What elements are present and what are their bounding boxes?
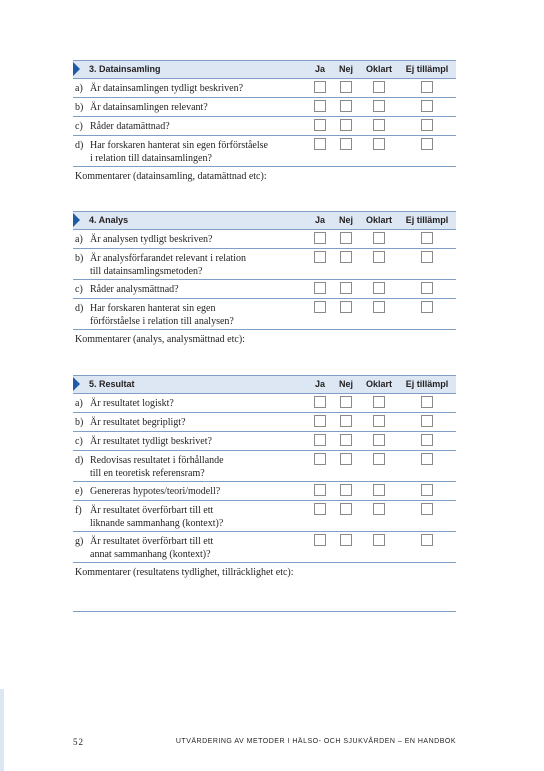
column-header-ja: Ja <box>314 379 325 389</box>
section-title: 3. Datainsamling <box>89 64 161 74</box>
question-row <box>73 299 456 330</box>
page-number: 52 <box>73 737 84 747</box>
question-row <box>73 432 456 451</box>
column-header-oklart: Oklart <box>365 215 392 225</box>
section-marker-icon <box>73 213 80 227</box>
checkbox-ej-tillampl[interactable] <box>421 81 433 93</box>
column-header-nej: Nej <box>338 64 353 74</box>
checkbox-ej-tillampl[interactable] <box>421 453 433 465</box>
checkbox-ej-tillampl[interactable] <box>421 415 433 427</box>
checkbox-nej[interactable] <box>340 138 352 150</box>
question-letter: d) <box>75 140 84 151</box>
checkbox-oklart[interactable] <box>373 251 385 263</box>
checkbox-ja[interactable] <box>314 453 326 465</box>
checkbox-oklart[interactable] <box>373 138 385 150</box>
question-line: Är resultatet överförbart till ett <box>90 505 214 516</box>
column-header-ej-tillampl: Ej tillämpl <box>405 379 449 389</box>
checkbox-nej[interactable] <box>340 434 352 446</box>
checkbox-nej[interactable] <box>340 251 352 263</box>
question-line: Redovisas resultatet i förhållande <box>90 455 224 466</box>
checkbox-ja[interactable] <box>314 534 326 546</box>
running-footer-title: UTVÄRDERING AV METODER I HÄLSO- OCH SJUKVÅRDEN – EN HANDBOK <box>175 738 456 745</box>
checkbox-nej[interactable] <box>340 81 352 93</box>
checkbox-ja[interactable] <box>314 100 326 112</box>
question-row <box>73 482 456 501</box>
checkbox-ja[interactable] <box>314 503 326 515</box>
checkbox-nej[interactable] <box>340 232 352 244</box>
checkbox-ej-tillampl[interactable] <box>421 484 433 496</box>
checkbox-oklart[interactable] <box>373 453 385 465</box>
column-header-ej-tillampl: Ej tillämpl <box>405 215 449 225</box>
checkbox-ej-tillampl[interactable] <box>421 119 433 131</box>
checkbox-ej-tillampl[interactable] <box>421 301 433 313</box>
checkbox-oklart[interactable] <box>373 282 385 294</box>
checkbox-nej[interactable] <box>340 100 352 112</box>
question-text <box>90 139 305 165</box>
question-row <box>73 98 456 117</box>
checkbox-ej-tillampl[interactable] <box>421 434 433 446</box>
checkbox-ej-tillampl[interactable] <box>421 534 433 546</box>
checkbox-oklart[interactable] <box>373 484 385 496</box>
checkbox-nej[interactable] <box>340 396 352 408</box>
question-line: Är datainsamlingen tydligt beskriven? <box>90 83 244 94</box>
checkbox-oklart[interactable] <box>373 81 385 93</box>
section-title: 4. Analys <box>89 215 129 225</box>
checkbox-ej-tillampl[interactable] <box>421 396 433 408</box>
question-letter: g) <box>75 536 84 547</box>
question-line: Är datainsamlingen relevant? <box>90 102 208 113</box>
question-row <box>73 249 456 280</box>
checkbox-ja[interactable] <box>314 138 326 150</box>
checkbox-ja[interactable] <box>314 484 326 496</box>
checkbox-oklart[interactable] <box>373 415 385 427</box>
question-row <box>73 117 456 136</box>
comment-area-bottom-line <box>73 611 456 612</box>
checkbox-ej-tillampl[interactable] <box>421 251 433 263</box>
question-letter: e) <box>75 486 83 497</box>
column-header-oklart: Oklart <box>365 379 392 389</box>
checkbox-oklart[interactable] <box>373 396 385 408</box>
checkbox-nej[interactable] <box>340 484 352 496</box>
checkbox-nej[interactable] <box>340 534 352 546</box>
question-text <box>90 120 305 133</box>
checkbox-oklart[interactable] <box>373 100 385 112</box>
question-text <box>90 233 305 246</box>
question-line: Är resultatet överförbart till ett <box>90 536 214 547</box>
question-row <box>73 136 456 167</box>
column-header-oklart: Oklart <box>365 64 392 74</box>
question-letter: b) <box>75 253 84 264</box>
column-header-nej: Nej <box>338 379 353 389</box>
question-row <box>73 451 456 482</box>
question-line: Är resultatet tydligt beskrivet? <box>90 436 212 447</box>
section-marker-icon <box>73 62 80 76</box>
question-line: Är resultatet begripligt? <box>90 417 186 428</box>
question-row <box>73 230 456 249</box>
checkbox-oklart[interactable] <box>373 119 385 131</box>
checkbox-nej[interactable] <box>340 415 352 427</box>
question-line: Är analysen tydligt beskriven? <box>90 234 213 245</box>
checkbox-nej[interactable] <box>340 301 352 313</box>
checkbox-oklart[interactable] <box>373 434 385 446</box>
column-header-ej-tillampl: Ej tillämpl <box>405 64 449 74</box>
question-text <box>90 416 305 429</box>
checkbox-ja[interactable] <box>314 396 326 408</box>
question-letter: a) <box>75 234 83 245</box>
question-line: Har forskaren hanterat sin egen förförståelse <box>90 140 268 151</box>
comment-label: Kommentarer (datainsamling, datamättnad etc): <box>75 171 267 182</box>
question-text <box>90 435 305 448</box>
question-row <box>73 532 456 563</box>
checkbox-oklart[interactable] <box>373 503 385 515</box>
checkbox-ja[interactable] <box>314 232 326 244</box>
section-header <box>73 375 456 394</box>
question-letter: b) <box>75 102 84 113</box>
question-letter: c) <box>75 284 83 295</box>
checkbox-ja[interactable] <box>314 434 326 446</box>
question-line: Är resultatet logiskt? <box>90 398 174 409</box>
question-letter: d) <box>75 455 84 466</box>
question-text <box>90 504 305 530</box>
question-line: i relation till datainsamlingen? <box>90 153 212 164</box>
checkbox-nej[interactable] <box>340 282 352 294</box>
question-row <box>73 280 456 299</box>
checkbox-ja[interactable] <box>314 81 326 93</box>
section-title: 5. Resultat <box>89 379 135 389</box>
question-text <box>90 283 305 296</box>
question-line: Råder analysmättnad? <box>90 284 179 295</box>
checkbox-oklart[interactable] <box>373 232 385 244</box>
question-line: Har forskaren hanterat sin egen <box>90 303 216 314</box>
question-line: Genereras hypotes/teori/modell? <box>90 486 221 497</box>
question-line: annat sammanhang (kontext)? <box>90 549 211 560</box>
checkbox-ej-tillampl[interactable] <box>421 138 433 150</box>
section-marker-icon <box>73 377 80 391</box>
question-line: liknande sammanhang (kontext)? <box>90 518 224 529</box>
question-row <box>73 501 456 532</box>
question-line: Råder datamättnad? <box>90 121 170 132</box>
question-row <box>73 394 456 413</box>
side-accent-bar <box>0 689 4 771</box>
question-text <box>90 454 305 480</box>
question-line: Är analysförfarandet relevant i relation <box>90 253 247 264</box>
question-row <box>73 413 456 432</box>
checkbox-ja[interactable] <box>314 251 326 263</box>
checkbox-ja[interactable] <box>314 301 326 313</box>
question-letter: f) <box>75 505 82 516</box>
checkbox-ja[interactable] <box>314 119 326 131</box>
question-text <box>90 101 305 114</box>
section-3 <box>73 60 456 201</box>
question-letter: c) <box>75 121 83 132</box>
checkbox-ej-tillampl[interactable] <box>421 282 433 294</box>
comment-label: Kommentarer (resultatens tydlighet, tillräcklighet etc): <box>75 567 294 578</box>
checkbox-ja[interactable] <box>314 415 326 427</box>
section-header <box>73 60 456 79</box>
question-text <box>90 397 305 410</box>
question-row <box>73 79 456 98</box>
column-header-nej: Nej <box>338 215 353 225</box>
checkbox-ej-tillampl[interactable] <box>421 503 433 515</box>
comment-label: Kommentarer (analys, analysmättnad etc): <box>75 334 245 345</box>
question-text <box>90 252 305 278</box>
question-line: till en teoretisk referensram? <box>90 468 205 479</box>
checkbox-ej-tillampl[interactable] <box>421 232 433 244</box>
section-header <box>73 211 456 230</box>
question-text <box>90 82 305 95</box>
section-5 <box>73 375 456 597</box>
question-letter: b) <box>75 417 84 428</box>
question-text <box>90 302 305 328</box>
checkbox-ej-tillampl[interactable] <box>421 100 433 112</box>
checkbox-nej[interactable] <box>340 119 352 131</box>
question-line: till datainsamlingsmetoden? <box>90 266 203 277</box>
section-4 <box>73 211 456 362</box>
checkbox-nej[interactable] <box>340 453 352 465</box>
column-header-ja: Ja <box>314 215 325 225</box>
question-text <box>90 485 305 498</box>
checkbox-oklart[interactable] <box>373 534 385 546</box>
question-text <box>90 535 305 561</box>
column-header-ja: Ja <box>314 64 325 74</box>
checkbox-oklart[interactable] <box>373 301 385 313</box>
question-letter: d) <box>75 303 84 314</box>
question-line: förförståelse i relation till analysen? <box>90 316 234 327</box>
checkbox-nej[interactable] <box>340 503 352 515</box>
checkbox-ja[interactable] <box>314 282 326 294</box>
question-letter: a) <box>75 83 83 94</box>
question-letter: c) <box>75 436 83 447</box>
question-letter: a) <box>75 398 83 409</box>
